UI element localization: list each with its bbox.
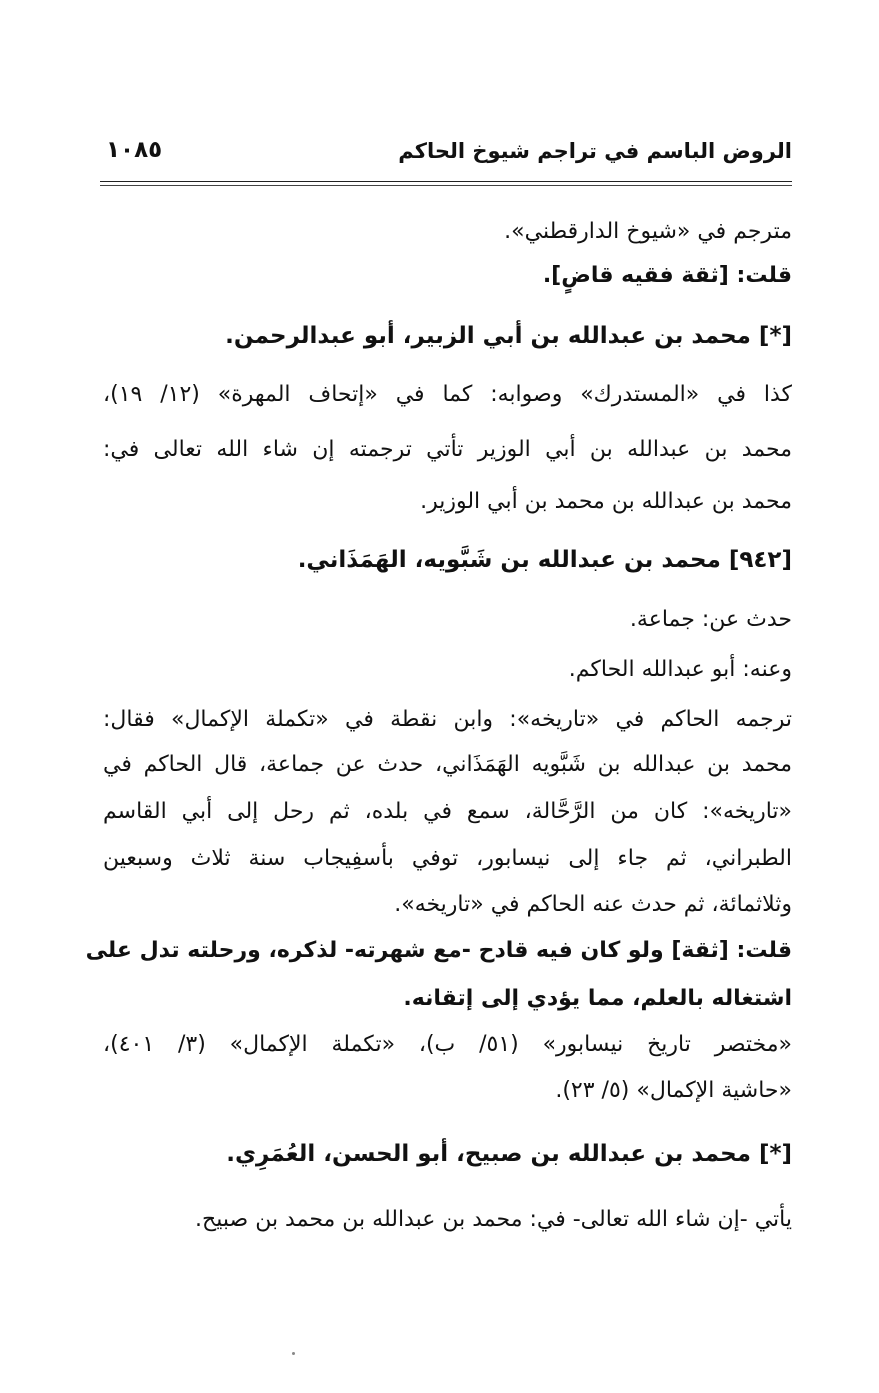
header-title: الروض الباسم في تراجم شيوخ الحاكم (398, 139, 792, 163)
text-line-16: اشتغاله بالعلم، مما يؤدي إلى إتقانه. (403, 986, 792, 1011)
text-line-14: وثلاثمائة، ثم حدث عنه الحاكم في «تاريخه». (394, 892, 792, 917)
entry-heading-942: [٩٤٢] محمد بن عبدالله بن شَبَّويه، الهَمَذَاني. (297, 547, 792, 573)
text-line-2: قلت: [ثقة فقيه قاضٍ]. (542, 263, 792, 288)
running-header (100, 133, 792, 183)
text-line-12: «تاريخه»: كان من الرَّحَّالة، سمع في بلده، ثم رحل إلى أبي القاسم (103, 799, 792, 824)
text-line-11: محمد بن عبدالله بن شَبَّويه الهَمَذَاني، حدث عن جماعة، قال الحاكم في (103, 752, 792, 777)
header-rule (100, 181, 792, 182)
text-line-1: مترجم في «شيوخ الدارقطني». (504, 219, 792, 244)
text-line-6: محمد بن عبدالله بن محمد بن أبي الوزير. (420, 489, 792, 514)
text-line-8: حدث عن: جماعة. (629, 607, 792, 632)
text-line-18: «حاشية الإكمال» (٥/ ٢٣). (555, 1078, 792, 1103)
entry-heading-1: [*] محمد بن عبدالله بن أبي الزبير، أبو عبدالرحمن. (225, 323, 792, 349)
text-line-9: وعنه: أبو عبدالله الحاكم. (568, 657, 792, 682)
text-line-10: ترجمه الحاكم في «تاريخه»: وابن نقطة في «تكملة الإكمال» فقال: (103, 707, 792, 732)
text-line-15: قلت: [ثقة] ولو كان فيه قادح -مع شهرته- لذكره، ورحلته تدل على (85, 938, 792, 963)
page-number: ١٠٨٥ (106, 137, 163, 163)
text-line-5: محمد بن عبدالله بن أبي الوزير تأتي ترجمته إن شاء الله تعالى في: (103, 437, 792, 462)
text-line-20: يأتي -إن شاء الله تعالى- في: محمد بن عبدالله بن محمد بن صبيح. (195, 1207, 792, 1232)
scan-speck (292, 1352, 295, 1355)
text-line-13: الطبراني، ثم جاء إلى نيسابور، توفي بأسفِيجاب سنة ثلاث وسبعين (103, 846, 792, 871)
text-line-4: كذا في «المستدرك» وصوابه: كما في «إتحاف المهرة» (١٢/ ١٩)، (103, 382, 792, 407)
entry-heading-2: [*] محمد بن عبدالله بن صبيح، أبو الحسن، العُمَرِي. (226, 1141, 792, 1167)
text-line-17: «مختصر تاريخ نيسابور» (٥١/ ب)، «تكملة الإكمال» (٣/ ٤٠١)، (103, 1032, 792, 1057)
header-rule-thin (100, 185, 792, 186)
